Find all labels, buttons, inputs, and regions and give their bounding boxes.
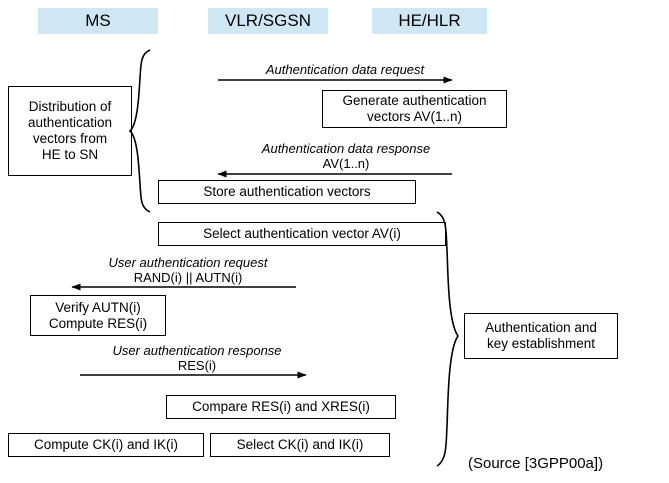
label-user-authentication-response-payload	[84, 358, 310, 373]
source-note	[468, 455, 603, 472]
label-authentication-data-response-payload-text: AV(1..n)	[322, 156, 370, 171]
phase-distribution-line-2: authentication	[27, 115, 113, 130]
select-ck-ik-line-1: Select CK(i) and IK(i)	[236, 437, 364, 452]
brace-distribution-phase	[130, 50, 150, 212]
label-user-authentication-request-text: User authentication request	[108, 255, 268, 270]
column-header-vlr-sgsn-label: VLR/SGSN	[225, 11, 311, 30]
column-header-ms-label: MS	[85, 11, 111, 30]
label-authentication-data-response-payload	[228, 156, 464, 171]
label-user-authentication-request-payload	[78, 270, 298, 285]
column-header-he-hlr-label: HE/HLR	[398, 11, 461, 30]
label-authentication-data-response-text: Authentication data response	[261, 141, 431, 156]
phase-distribution-line-1: Distribution of	[28, 99, 112, 114]
label-authentication-data-request-text: Authentication data request	[265, 62, 425, 77]
label-authentication-data-response	[228, 141, 464, 156]
box-select-authentication-vector	[158, 222, 446, 246]
generate-av-line-1: Generate authentication	[342, 93, 487, 108]
box-select-ck-ik	[210, 433, 390, 457]
verify-autn-line-1: Verify AUTN(i)	[55, 299, 141, 315]
label-user-authentication-response-payload-text: RES(i)	[177, 358, 217, 373]
column-header-he-hlr	[372, 8, 487, 34]
box-compare-res-xres	[166, 395, 396, 419]
column-header-vlr-sgsn	[208, 8, 328, 34]
select-av-line-1: Select authentication vector AV(i)	[203, 226, 401, 241]
store-av-line-1: Store authentication vectors	[203, 184, 371, 199]
phase-authentication-line-1: Authentication and	[485, 320, 597, 335]
label-user-authentication-response	[84, 343, 310, 358]
label-authentication-data-request	[230, 62, 460, 77]
generate-av-line-2: vectors AV(1..n)	[366, 109, 463, 124]
label-user-authentication-response-text: User authentication response	[112, 343, 282, 358]
phase-distribution-line-4: HE to SN	[41, 147, 99, 162]
box-compute-ck-ik	[8, 433, 204, 457]
box-verify-autn-compute-res	[30, 295, 166, 336]
compute-ck-ik-line-1: Compute CK(i) and IK(i)	[33, 437, 179, 452]
phase-distribution-line-3: vectors from	[32, 131, 108, 146]
source-note-text: (Source [3GPP00a])	[468, 455, 604, 472]
phase-box-authentication	[464, 313, 618, 359]
compare-res-line-1: Compare RES(i) and XRES(i)	[192, 399, 370, 414]
phase-authentication-line-2: key establishment	[486, 336, 596, 351]
box-generate-authentication-vectors	[322, 90, 507, 128]
label-user-authentication-request	[78, 255, 298, 270]
box-store-authentication-vectors	[158, 180, 416, 204]
column-header-ms	[38, 8, 158, 34]
label-user-authentication-request-payload-text: RAND(i) || AUTN(i)	[133, 270, 243, 285]
brace-authentication-phase	[437, 212, 458, 466]
phase-box-distribution	[8, 86, 132, 176]
verify-autn-line-2: Compute RES(i)	[48, 315, 148, 331]
